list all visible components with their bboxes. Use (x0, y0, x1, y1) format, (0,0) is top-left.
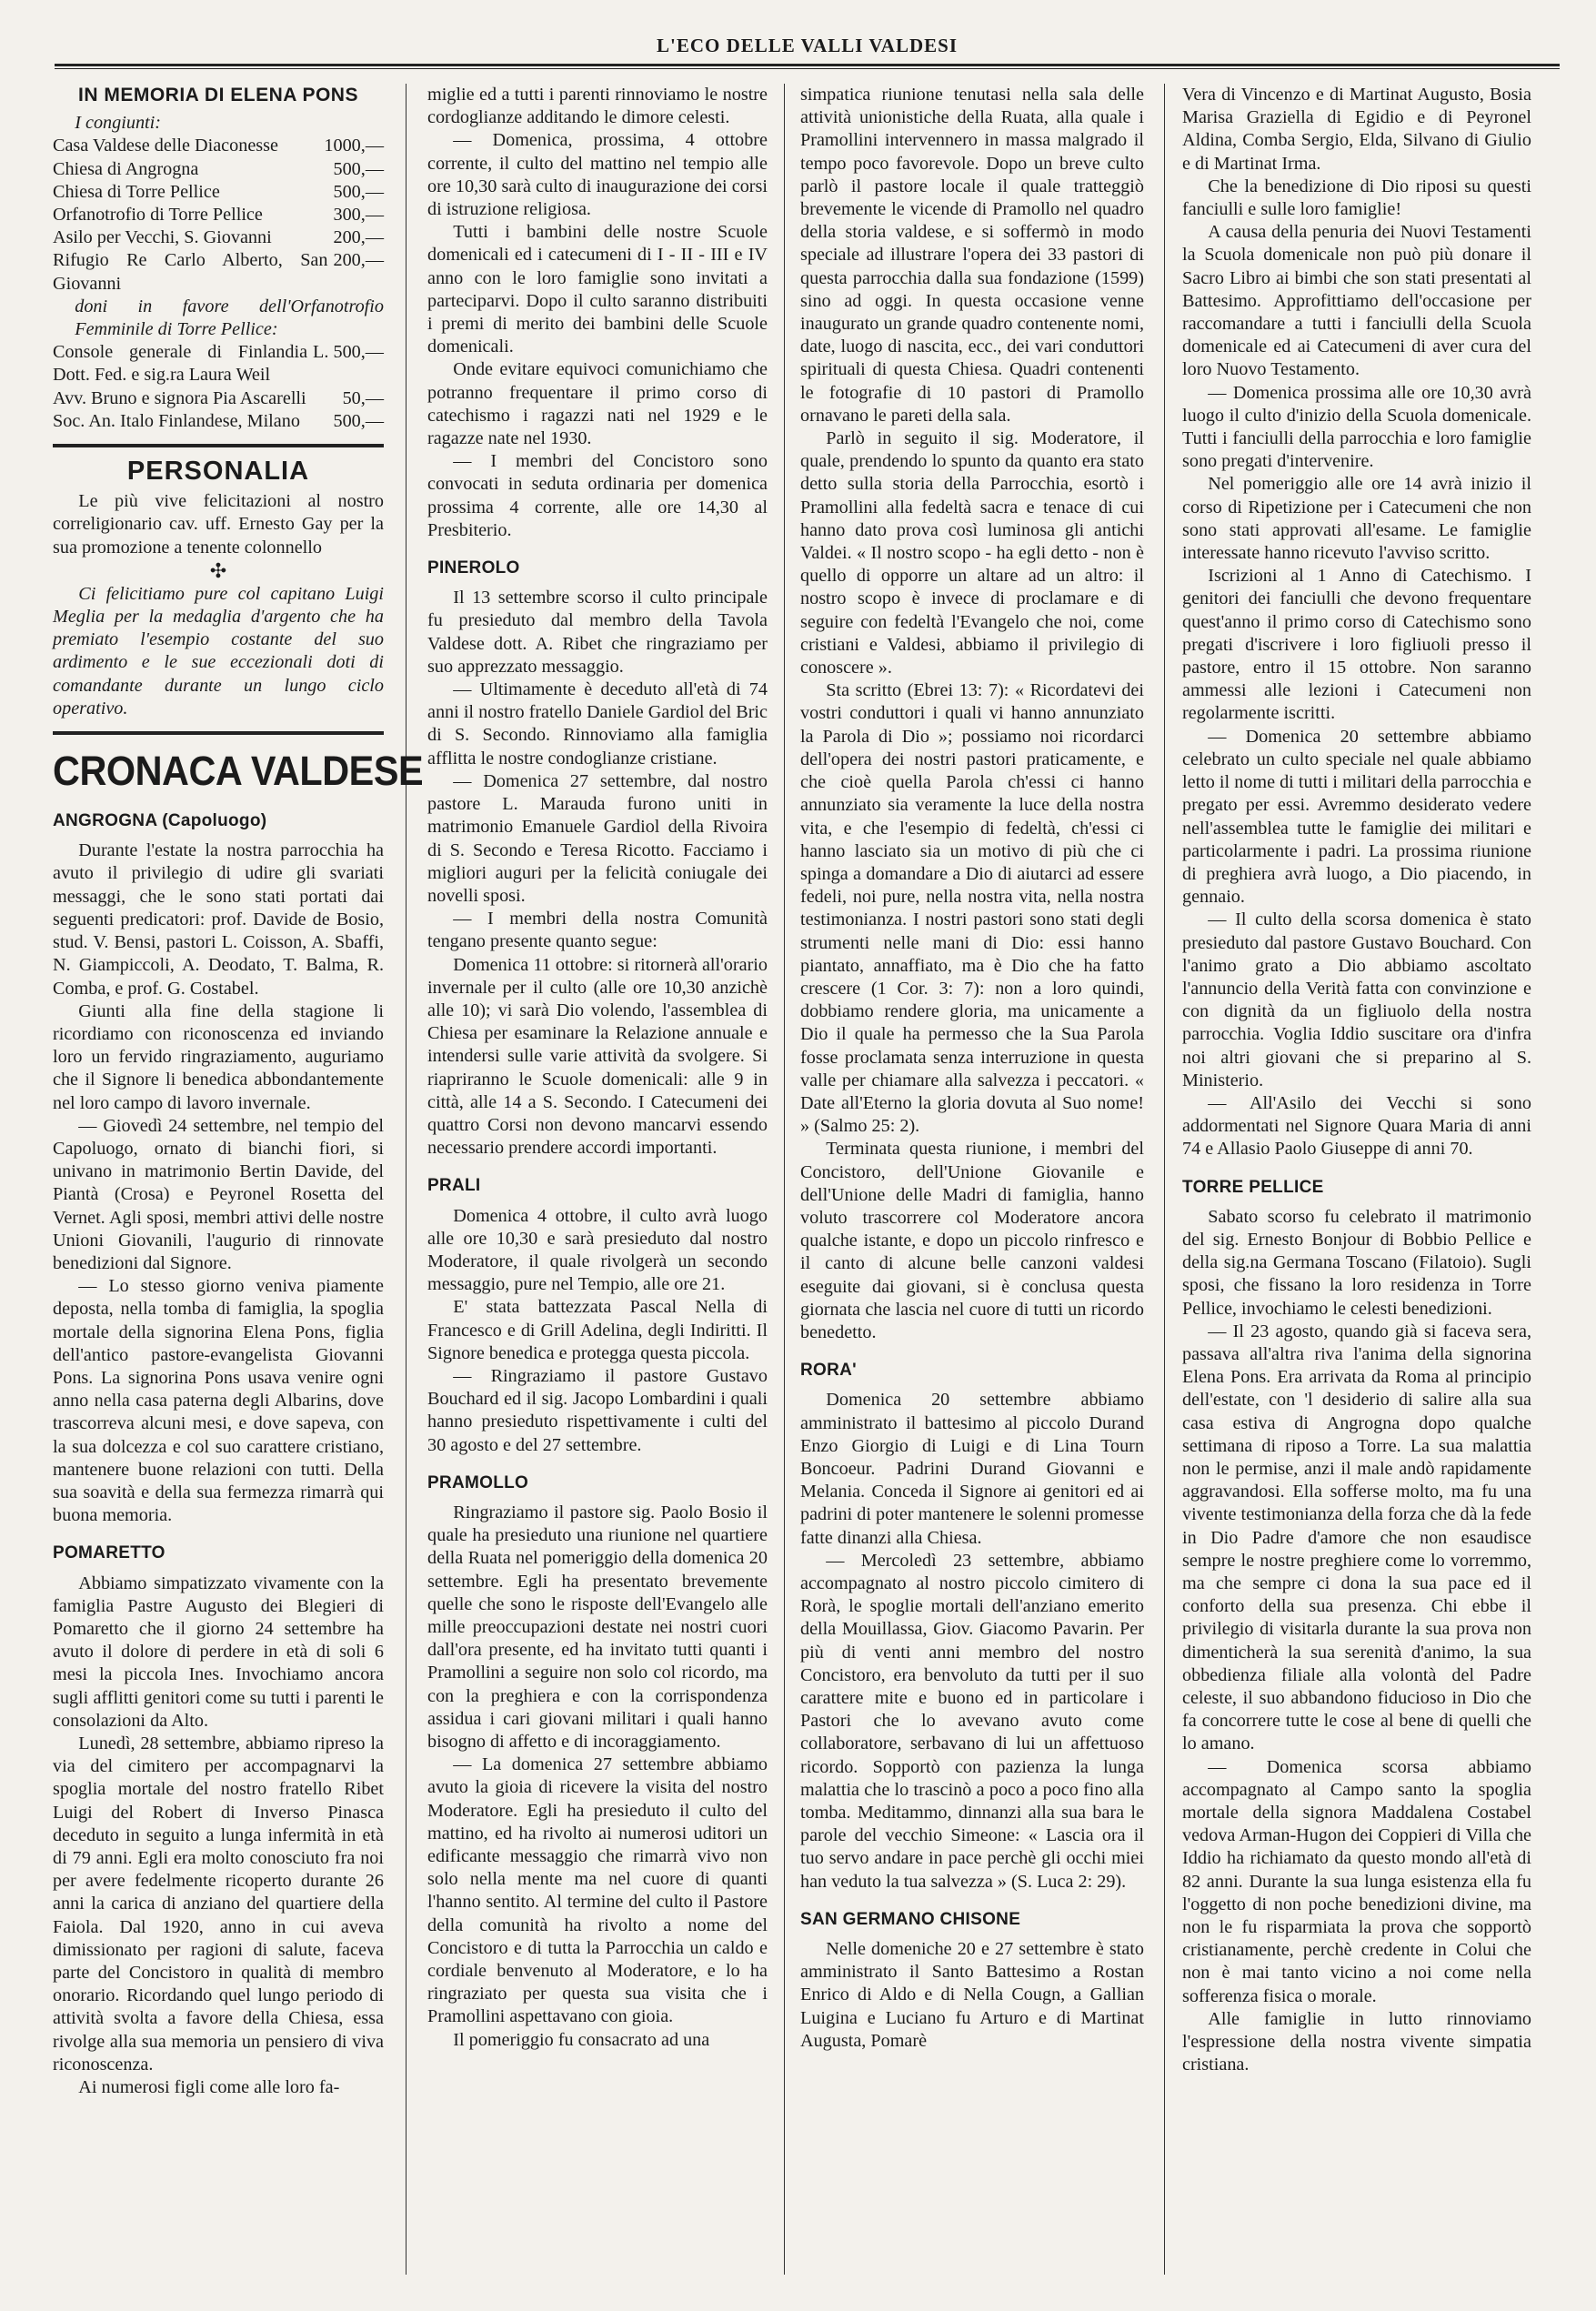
paragraph: Nelle domeniche 20 e 27 settembre è stato amministrato il Santo Battesimo a Rostan Enrico di Aldo e di Nella Cougn, a Gallian Luigina e Luciano fu Arturo e di Martinat Augusta, Pomarè (800, 1939, 1144, 2051)
column-4 (1182, 84, 1531, 2275)
column-2 (427, 84, 768, 2275)
paragraph: Abbiamo simpatizzato vivamente con la famiglia Pastre Augusto dei Blegieri di Pomaretto che il giorno 24 settembre ha avuto il dolore di perdere in età di soli 6 mesi la piccola Ines. Invochiamo ancora sugli afflitti genitori come su tutti i parenti le consolazioni da Alto. (53, 1572, 384, 1731)
column-3 (800, 84, 1144, 2275)
paragraph: Ai numerosi figli come alle loro fa- (78, 2077, 340, 2098)
paragraph: Domenica 11 ottobre: si ritornerà all'orario invernale per il culto (alle ore 10,30 anzichè alle 10); vi sarà Dio volendo, l'assemblea di Chiesa per esaminare la Relazione annuale e intendersi sulle varie attività da svolgere. Si riapriranno le Scuole domenicali: alle 9 in città, alle 14 a S. Secondo. I Catecumeni dei quattro Corsi non devono mancarvi essendo necessario prendere accordi importanti. (427, 954, 768, 1159)
section-rule (53, 444, 384, 447)
donation-row: Soc. An. Italo Finlandese, Milano 500,— (53, 410, 384, 431)
paragraph: — I membri della nostra Comunità tengano presente quanto segue: (427, 909, 768, 952)
donation-row: Rifugio Re Carlo Alberto, San Giovanni 200,— (53, 250, 384, 294)
column-divider (406, 84, 407, 2275)
paragraph: — Il 23 agosto, quando già si faceva sera, passava all'altra riva l'anima della signorina Elena Pons. Era arrivata da Roma al principio dell'estate, con 'l desiderio di salire alla sua casa estiva di Angrogna dopo qualche settimana di riposo a Torre. La sua malattia non le permise, anzi il male andò rapidamente aggravandosi. Ella sofferse molto, ma fu una vivente testimonianza della forza che dà la fede in Dio Padre d'amore che non esaudisce sempre le nostre preghiere come lo vorremmo, ma che sempre ci dona la sua pace ed il conforto della sua presenza. Chi ebbe il privilegio di visitarla durante la sua prova non dimenticherà la sua serenità d'animo, la sua obbedienza filiale alla volontà del Padre celeste, il suo abbandono fiducioso in Dio che fa concorrere tutte le cose al bene di quelli che lo amano. (1182, 1321, 1531, 1754)
paragraph: — Ultimamente è deceduto all'età di 74 anni il nostro fratello Daniele Gardiol del Bric di S. Secondo. Rinnoviamo alla famiglia afflitta le nostre condoglianze cristiane. (427, 679, 768, 769)
paragraph: — Domenica scorsa abbiamo accompagnato al Campo santo la spoglia mortale della signora Maddalena Costabel vedova Arman-Hugon dei Coppieri di Villa che Iddio ha richiamato da questo mondo all'età di 82 anni. Durante la sua lunga esistenza ella fu l'oggetto di non poche benedizioni divine, ma non le fu risparmiata la prova che sopportò cristianamente, perchè credente in Colui che non è mai tanto vicino a noi come nella sofferenza fisica o morale. (1182, 1756, 1531, 2006)
donation-row: Chiesa di Angrogna 500,— (53, 158, 384, 179)
paragraph: Onde evitare equivoci comunichiamo che potranno frequentare il primo corso di catechismo i ragazzi nati nel 1929 e le ragazze nate nel 1930. (427, 359, 768, 449)
column-divider (784, 84, 785, 2275)
doni-intro: doni in favore dell'Orfanotrofio Femminile di Torre Pellice: (75, 296, 384, 340)
paragraph: — Domenica 20 settembre abbiamo celebrato un culto speciale nel quale abbiamo letto il nome di tutti i militari della parrocchia e pregato per essi. Avremmo desiderato vedere nell'assemblea tutte le famiglie dei militari e particolarmente i padri. La prossima riunione di preghiera avrà luogo, a Dio piacendo, in gennaio. (1182, 726, 1532, 908)
paragraph: — Domenica, prossima, 4 ottobre corrente, il culto del mattino nel tempio alle ore 10,30 sarà culto di inaugurazione dei corsi di istruzione religiosa. (427, 130, 768, 220)
paragraph: — Giovedì 24 settembre, nel tempio del Capoluogo, ornato di bianchi fiori, si univano in matrimonio Bertin Davide, del Piantà (Crosa) e Peyronel Rosetta del Vernet. Agli sposi, membri attivi delle nostre Unioni Giovanili, l'augurio di rinnovate benedizioni dal Signore. (53, 1115, 384, 1273)
paragraph: miglie ed a tutti i parenti rinnoviamo le nostre cordoglianze additando le dimore celesti. (427, 85, 768, 128)
paragraph: Tutti i bambini delle nostre Scuole domenicali ed i catecumeni di I - II - III e IV anno con le loro famiglie sono invitati a parteciparvi. Dopo il culto saranno distribuiti i premi di merito dei bambini delle Scuole domenicali. (427, 222, 768, 357)
donation-row: Avv. Bruno e signora Pia Ascarelli 50,— (53, 387, 384, 408)
donation-row: Asilo per Vecchi, S. Giovanni 200,— (53, 227, 384, 248)
paragraph: Vera di Vincenzo e di Martinat Augusto, Bosia Marisa Graziella di Egidio e di Peyronel Aldina, Comba Sergio, Elda, Silvano di Giulio e di Martinat Irma. (1182, 85, 1531, 174)
paragraph: Durante l'estate la nostra parrocchia ha avuto il privilegio di udire gli svariati messaggi, che le sono stati portati dai seguenti predicatori: prof. Davide de Bosio, stud. V. Bensi, pastori L. Coisson, A. Sbaffi, N. Giampiccoli, A. Deodato, T. Balma, R. Comba, e prof. G. Costabel. (53, 840, 384, 999)
section-heading-san-germano: SAN GERMANO CHISONE (800, 1909, 1021, 1929)
paragraph: Alle famiglie in lutto rinnoviamo l'espressione della nostra vivente simpatia cristiana. (1182, 2008, 1531, 2075)
paragraph: Il pomeriggio fu consacrato ad una (453, 2029, 710, 2050)
paragraph: — All'Asilo dei Vecchi si sono addormentati nel Signore Quara Maria di anni 74 e Allasio Paolo Giuseppe di anni 70. (1182, 1092, 1531, 1160)
section-heading-rora: RORA' (800, 1361, 857, 1381)
section-heading-pramollo: PRAMOLLO (427, 1472, 529, 1492)
paragraph: E' stata battezzata Pascal Nella di Francesco e di Grill Adelina, degli Indiritti. Il Signore benedica e protegga questa piccola. (427, 1297, 768, 1363)
paragraph: — Ringraziamo il pastore Gustavo Bouchard ed il sig. Jacopo Lombardini i quali hanno presieduto rispettivamente i culti del 30 agosto e del 27 settembre. (427, 1365, 768, 1455)
personalia-paragraph: Le più vive felicitazioni al nostro correligionario cav. uff. Ernesto Gay per la sua promozione a tenente colonnello (53, 491, 384, 558)
donation-row: Chiesa di Torre Pellice 500,— (53, 181, 384, 202)
paragraph: Che la benedizione di Dio riposi su questi fanciulli e sulle loro famiglie! (1182, 176, 1531, 220)
section-heading-prali: PRALI (427, 1176, 481, 1196)
paragraph: Iscrizioni al 1 Anno di Catechismo. I genitori dei fanciulli che devono frequentare quest'anno il primo corso di Catechismo sono pregati d'iscrivere i loro figliuoli presso il pastore, entro il 15 ottobre. Non saranno ammessi alle lezioni i Catecumeni non regolarmente iscritti. (1182, 566, 1531, 724)
donation-row: Console generale di Finlandia Dott. Fed. e sig.ra Laura Weil L. 500,— (53, 342, 384, 386)
paragraph: Il 13 settembre scorso il culto principale fu presieduto dal membro della Tavola Valdese dott. A. Ribet che ringraziamo per suo apprezzato messaggio. (427, 588, 768, 677)
paragraph: Domenica 4 ottobre, il culto avrà luogo alle ore 10,30 e sarà presieduto dal nostro Moderatore, il quale rivolgerà un secondo messaggio, pure nel Tempio, alle ore 21. (427, 1205, 768, 1295)
cross-ornament: ✣ (209, 558, 227, 582)
paragraph: — La domenica 27 settembre abbiamo avuto la gioia di ricevere la visita del nostro Moderatore. Egli ha presieduto il culto del mattino, ed ha rivolto ai numerosi uditori un edificante messaggio che rimarrà vivo non solo nella mente ma nel cuore di quanti l'hanno sentito. Al termine del culto il Pastore della comunità ha rivolto a nome del Concistoro e di tutta la Parrocchia un caldo e cordiale benvenuto al Moderatore, e lo ha ringraziato per questa sua visita che i Pramollini aspettavano con gioia. (427, 1754, 768, 2027)
paragraph: Ringraziamo il pastore sig. Paolo Bosio il quale ha presieduto una riunione nel quartiere della Ruata nel pomeriggio della domenica 20 settembre. Egli ha presentato brevemente quelle che sono le risposte dell'Evangelo alle mille preoccupazioni destate nei nostri cuori dall'ora presente, ed ha invitato tutti quanti i Pramollini a seguire non solo col ricordo, ma con la preghiera e con la corrispondenza assidua i cari giovani militari i quali hanno bisogno di affetto e di incoraggiamento. (427, 1502, 768, 1753)
paragraph: Parlò in seguito il sig. Moderatore, il quale, prendendo lo spunto da quanto era stato detto sulla storia della Parrocchia, esortò i Pramollini alla fedeltà sacra e tenace di cui hanno dato prova così luminosa gli antichi Valdei. « Il nostro scopo - ha egli detto - non è quello di opporre un altare ad un altro: il nostro scopo è invece di proclamare e di seguire con fedeltà l'Evangelo che noi, come cristiani e Valdesi, abbiamo il privilegio di conoscere ». (800, 428, 1144, 678)
paragraph: Sta scritto (Ebrei 13: 7): « Ricordatevi dei vostri conduttori i quali vi hanno annunziato la Parola di Dio »; possiamo noi ricordarci dell'opera dei nostri pastori praticamente, e che cioè quella Parola ch'essi ci hanno annunziato sia veramente la luce della nostra vita, e che l'esempio di fedeltà, ch'essi ci hanno lasciato sia un motivo di più che ci spinga a domandare a Dio di aiutarci ad essere fedeli, noi pure, nella nostra vita, nella nostra testimonianza. I nostri pastori sono stati degli strumenti nelle mani di Dio: essi hanno piantato, annaffiato, ma è Dio che ha fatto crescere (1 Cor. 3: 7): non a loro quindi, dobbiamo rendere gloria, ma unicamente a Dio il quale ha permesso che la Sua Parola fosse proclamata senza interruzione in questa valle per chiamare alla salvezza i peccatori. « Date all'Eterno la gloria dovuta al Suo nome! » (Salmo 25: 2). (800, 680, 1144, 1137)
section-heading-pinerolo: PINEROLO (427, 558, 520, 578)
personalia-title: PERSONALIA (126, 457, 310, 487)
paragraph: — Domenica prossima alle ore 10,30 avrà luogo il culto d'inizio della Scuola domenicale. Tutti i fanciulli della parrocchia e loro famiglie sono pregati d'intervenire. (1182, 382, 1531, 472)
section-heading-angrogna: ANGROGNA (Capoluogo) (53, 811, 267, 831)
donation-row: Casa Valdese delle Diaconesse 1000,— (53, 136, 384, 156)
personalia-paragraph: Ci felicitiamo pure col capitano Luigi Meglia per la medaglia d'argento che ha premiato l'esempio costante del suo ardimento e le sue eccezionali doti di comandante durante un lungo ciclo operativo. (53, 583, 384, 718)
paragraph: Lunedì, 28 settembre, abbiamo ripreso la via del cimitero per accompagnarvi la spoglia mortale del nostro fratello Ribet Luigi del Robert di Inverso Pinasca deceduto in seguito a lunga infermità in età di 79 anni. Egli era molto conosciuto fra noi per avere fedelmente ricoperto durante 26 anni la carica di anziano del quartiere della Faiola. Dal 1920, anno in cui aveva dimissionato per ragioni di salute, faceva parte del Concistoro in qualità di membro onorario. Ricordando quel lungo periodo di attività svolta a favore della Chiesa, essa rivolge alla sua memoria un pensiero di viva riconoscenza. (53, 1733, 384, 2075)
column-divider (1164, 84, 1165, 2275)
paragraph: Sabato scorso fu celebrato il matrimonio del sig. Ernesto Bonjour di Bobbio Pellice e della sig.na Germana Toscano (Filatoio). Sugli sposi, che fissano la loro residenza in Torre Pellice, invochiamo le celesti benedizioni. (1182, 1206, 1531, 1319)
cronaca-title: CRONACA VALDESE (53, 748, 424, 795)
paragraph: Terminata questa riunione, i membri del Concistoro, dell'Unione Giovanile e dell'Unione delle Madri di famiglia, hanno voluto trascorrere col Moderatore ancora qualche istante, e dopo un piccolo rinfresco e il canto di alcune belle canzoni valdesi eseguite dai giovani, si è conclusa questa giornata che lascia nel cuore di tutti un ricordo benedetto. (800, 1139, 1144, 1342)
memoria-title: IN MEMORIA DI ELENA PONS (78, 85, 358, 106)
section-heading-torre-pellice: TORRE PELLICE (1182, 1177, 1324, 1197)
donation-row: Orfanotrofio di Torre Pellice 300,— (53, 205, 384, 226)
column-1 (53, 84, 424, 2275)
paragraph: — Lo stesso giorno veniva piamente deposta, nella tomba di famiglia, la spoglia mortale della signorina Elena Pons, figlia dell'antico pastore-evangelista Giovanni Pons. La signorina Pons usava venire ogni anno nella casa paterna degli Albarins, dove trascorreva alcuni mesi, e dove sapeva, con la sua dolcezza e col suo carattere cristiano, mantenere buone relazioni con tutti. Della sua soavità e della sua fermezza rimarrà qui buona memoria. (53, 1276, 384, 1526)
paragraph: Nel pomeriggio alle ore 14 avrà inizio il corso di Ripetizione per i Catecumeni che non sono stati approvati all'esame. Le famiglie interessate hanno ricevuto l'avviso scritto. (1182, 474, 1531, 564)
masthead: L'ECO DELLE VALLI VALDESI (657, 35, 958, 56)
paragraph: — I membri del Concistoro sono convocati in seduta ordinaria per domenica prossima 4 corrente, alle ore 14,30 al Presbiterio. (427, 451, 768, 540)
paragraph: — Mercoledì 23 settembre, abbiamo accompagnato al nostro piccolo cimitero di Rorà, le spoglie mortali dell'anziano emerito della Mouillassa, Giov. Giacomo Pavarin. Per più di venti anni membro del nostro Concistoro, era benvoluto da tutti per il suo carattere mite e buono ed in particolare i Pastori che lo avevano avuto come collaboratore, serbavano di lui un affettuoso ricordo. Sopportò con pazienza la lunga malattia che lo trascinò a poco a poco fino alla tomba. Meditammo, dinnanzi alla sua bara le parole del vecchio Simeone: « Lascia ora il tuo servo andare in pace perchè gli occhi miei han veduto la tua salvezza » (S. Luca 2: 29). (800, 1550, 1144, 1892)
paragraph: simpatica riunione tenutasi nella sala delle attività unionistiche della Ruata, alla quale i Pramollini intervennero in massa malgrado il tempo poco favorevole. Dopo un breve culto parlò il pastore locale il quale tratteggiò brevemente le vicende di Pramollo nel quadro della storia valdese, e si soffermò in modo speciale ad illustrare l'opera dei 33 pastori di questa parrocchia dalla sua fondazione (1599) sino ad oggi. In questa occasione venne inaugurato un grande quadro contenente nomi, date, luogo di nascita, ecc., dei vari conduttori spirituali di questa Chiesa. Quadri contenenti le fotografie di 10 pastori di Pramollo ornavano le pareti della sala. (800, 85, 1144, 426)
paragraph: — Domenica 27 settembre, dal nostro pastore L. Marauda furono uniti in matrimonio Emanuele Gardiol della Rivoira di S. Secondo e Teresa Ricotto. Facciamo i migliori auguri per la felicità coniugale dei novelli sposi. (427, 770, 768, 906)
paragraph: A causa della penuria dei Nuovi Testamenti la Scuola domenicale non può più donare il Sacro Libro ai bimbi che son stati presentati al Battesimo. Approfittiamo dell'occasione per raccomandare a tutti i fanciulli della Scuola domenicale ed ai Catecumeni di aver cura del loro Nuovo Testamento. (1182, 222, 1531, 380)
paragraph: Giunti alla fine della stagione li ricordiamo con riconoscenza ed inviando loro un fervido ringraziamento, auguriamo che il Signore li benedica abbondantemente nel loro campo di lavoro invernale. (53, 1000, 384, 1113)
header-rule (55, 64, 1560, 69)
section-rule (53, 731, 384, 735)
paragraph: Domenica 20 settembre abbiamo amministrato il battesimo al piccolo Durand Enzo Giorgio di Luigi e di Lina Tourn Boncoeur. Padrini Durand Giovanni e Melania. Conceda il Signore ai genitori ed ai padrini di poter mantenere le solenni promesse fatte dinanzi alla Chiesa. (800, 1390, 1144, 1548)
paragraph: — Il culto della scorsa domenica è stato presieduto dal pastore Gustavo Bouchard. Con l'animo grato a Dio abbiamo ascoltato l'annuncio della Verità fatta con convinzione e con dignità da un figliuolo della nostra parrocchia. Voglia Iddio suscitare ora d'infra noi altri giovani che si preparino al S. Ministerio. (1182, 909, 1531, 1090)
section-heading-pomaretto: POMARETTO (53, 1543, 166, 1563)
memoria-subtitle: I congiunti: (75, 113, 161, 134)
